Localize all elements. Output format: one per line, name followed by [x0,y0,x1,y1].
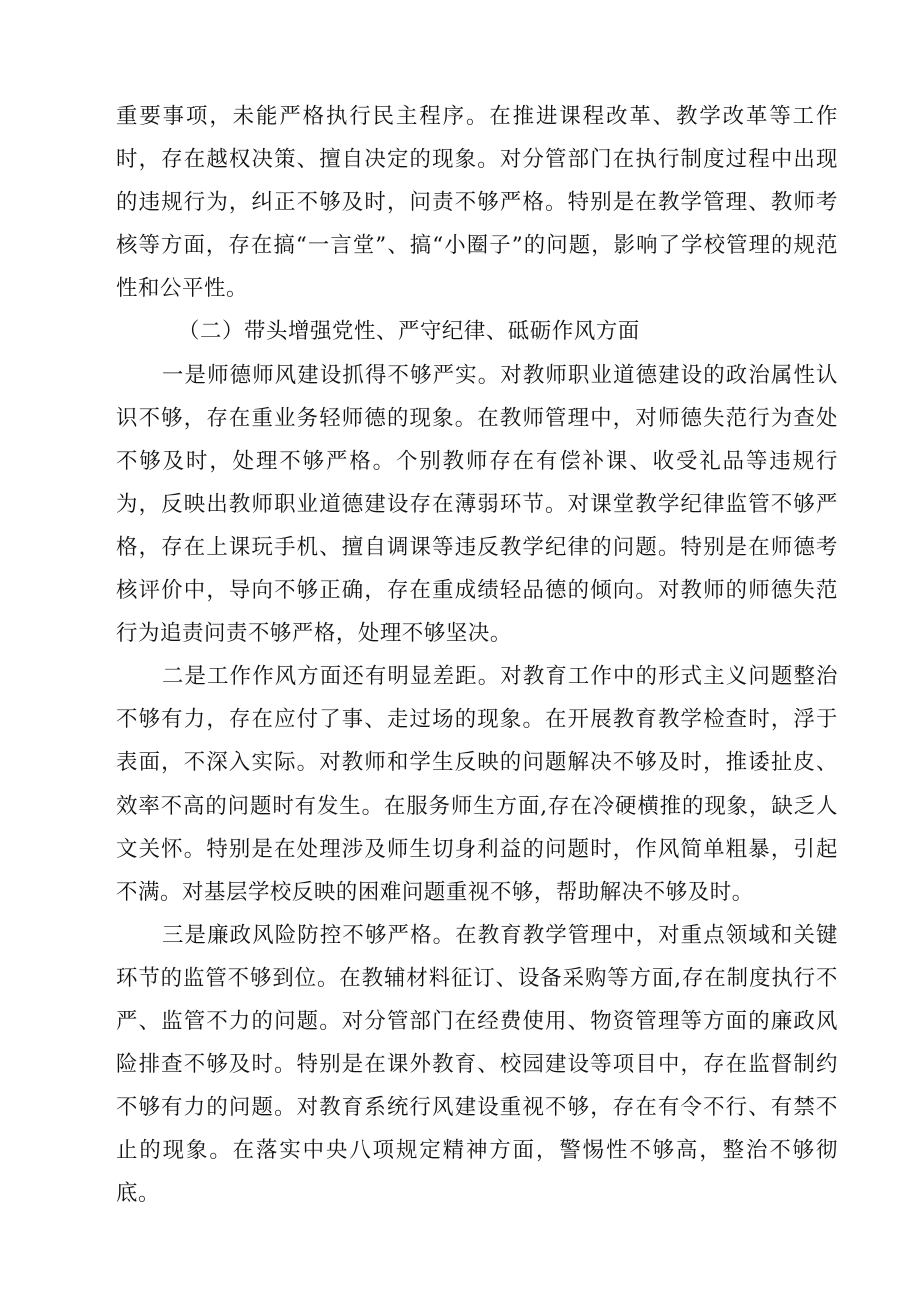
paragraph-teacher-ethics: 一是师德师风建设抓得不够严实。对教师职业道德建设的政治属性认识不够，存在重业务轻师德的现象。在教师管理中，对师德失范行为查处不够及时，处理不够严格。个别教师存在有偿补课、收受礼品等违规行为，反映出教师职业道德建设存在薄弱环节。对课堂教学纪律监管不够严格，存在上课玩手机、擅自调课等违反教学纪律的问题。特别是在师德考核评价中，导向不够正确，存在重成绩轻品德的倾向。对教师的师德失范行为追责问责不够严格，处理不够坚决。 [116,362,838,647]
paragraph-continuation: 重要事项，未能严格执行民主程序。在推进课程改革、教学改革等工作时，存在越权决策、擅自决定的现象。对分管部门在执行制度过程中出现的违规行为，纠正不够及时，问责不够严格。特别是在教学管理、教师考核等方面，存在搞“一言堂”、搞“小圈子”的问题，影响了学校管理的规范性和公平性。 [116,104,838,302]
paragraph-integrity-risk: 三是廉政风险防控不够严格。在教育教学管理中，对重点领域和关键环节的监管不够到位。在教辅材料征订、设备采购等方面,存在制度执行不严、监管不力的问题。对分管部门在经费使用、物资管理等方面的廉政风险排查不够及时。特别是在课外教育、校园建设等项目中，存在监督制约不够有力的问题。对教育系统行风建设重视不够，存在有令不行、有禁不止的现象。在落实中央八项规定精神方面，警惕性不够高，整治不够彻底。 [116,922,838,1207]
paragraph-work-style: 二是工作作风方面还有明显差距。对教育工作中的形式主义问题整治不够有力，存在应付了事、走过场的现象。在开展教育教学检查时，浮于表面，不深入实际。对教师和学生反映的问题解决不够及时，推诿扯皮、效率不高的问题时有发生。在服务师生方面,存在冷硬横推的现象，缺乏人文关怀。特别是在处理涉及师生切身利益的问题时，作风简单粗暴，引起不满。对基层学校反映的困难问题重视不够，帮助解决不够及时。 [116,664,838,905]
section-heading: （二）带头增强党性、严守纪律、砥砺作风方面 [178,319,640,345]
document-body [116,95,838,1215]
